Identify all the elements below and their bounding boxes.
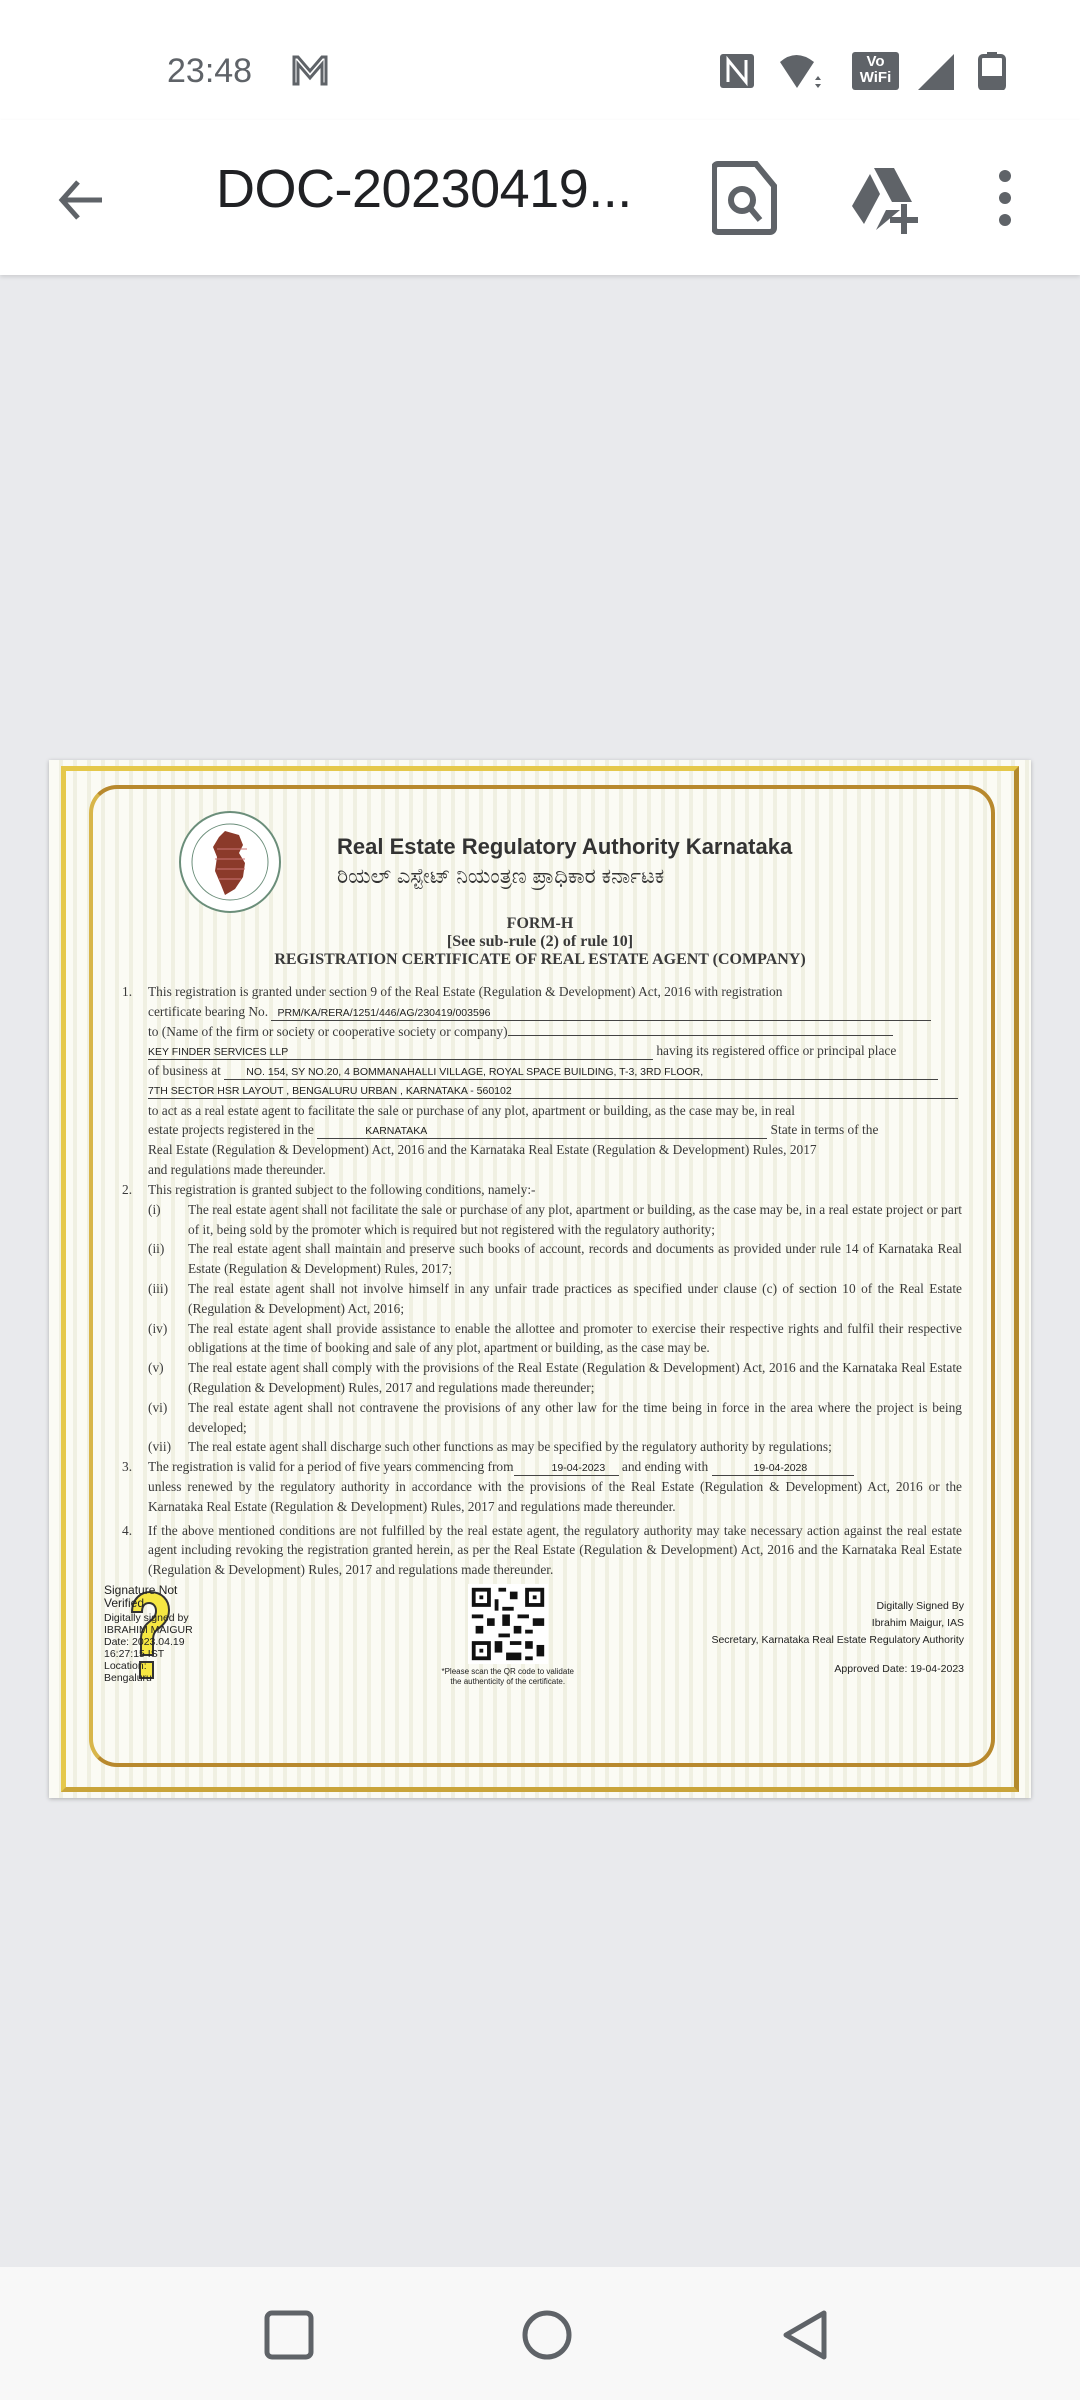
condition-text: The real estate agent shall not contravene the provisions of any other law for the time being in force in the area where the project is being developed; <box>188 1399 962 1435</box>
state: KARNATAKA <box>317 1125 767 1139</box>
address-line-1: NO. 154, SY NO.20, 4 BOMMANAHALLI VILLAGE, ROYAL SPACE BUILDING, T-3, 3RD FLOOR, <box>224 1066 938 1080</box>
app-bar <box>0 120 1080 275</box>
item-number: 3. <box>122 1459 133 1475</box>
signer-name: Ibrahim Maigur, IAS <box>871 1616 964 1629</box>
signature-line: Digitally signed by <box>104 1611 189 1624</box>
status-time: 23:48 <box>167 52 253 90</box>
condition-text: The real estate agent shall maintain and preserve such books of account, records and documents as provided under rule 14 of Karnataka Real Estate (Regulation & Development) Rules, 2017; <box>188 1241 962 1277</box>
item3-rest: unless renewed by the regulatory authority in accordance with the provisions of the Real Estate (Regulation & Development) Act, 2016 or the Karnataka Real Estate (Regulation & Development) Rules, 2017 and regulations made thereunder. <box>148 1478 962 1514</box>
rera-karnataka-logo <box>177 809 283 915</box>
label: certificate bearing No. <box>148 1004 269 1019</box>
vowifi-icon: Vo WiFi <box>852 52 899 90</box>
condition <box>148 1437 962 1457</box>
qr-block <box>408 1584 608 1687</box>
pdf-page[interactable] <box>49 760 1031 1798</box>
condition <box>148 1200 962 1240</box>
item-3 <box>122 1457 962 1516</box>
address-line-2: 7TH SECTOR HSR LAYOUT , BENGALURU URBAN , KARNATAKA - 560102 <box>148 1085 958 1099</box>
signature-line: 16:27:15 IST <box>104 1647 165 1660</box>
item3-body <box>148 1457 962 1516</box>
org-name: Real Estate Regulatory Authority Karnataka <box>337 834 793 859</box>
condition-text: The real estate agent shall provide assistance to enable the allottee and promoter to exercise their respective rights and fulfil their respective obligations at the time of booking and sale of any plot, apartment or building, as the case may be. <box>188 1320 962 1356</box>
signature-line: Bengaluru <box>104 1671 152 1684</box>
item-2 <box>122 1180 962 1200</box>
label: to (Name of the firm or society or cooperative society or company) <box>148 1024 508 1039</box>
condition-text: The real estate agent shall discharge such other functions as may be specified by the regulatory authority by regulations; <box>188 1439 832 1455</box>
item-4 <box>122 1521 962 1580</box>
item-number: 2. <box>122 1182 133 1197</box>
item4-text: If the above mentioned conditions are not fulfilled by the real estate agent, the regulatory authority may take necessary action against the real estate agent including revoking the registration granted herein, as per the Real Estate (Regulation & Development) Act, 2016 and the Karnataka Real Estate (Regulation & Development) Rules, 2017 and regulations made thereunder. <box>148 1522 962 1578</box>
back-arrow-icon[interactable] <box>52 170 112 230</box>
condition <box>148 1239 962 1279</box>
qr-caption: *Please scan the QR code to validate <box>441 1666 574 1676</box>
condition-text: The real estate agent shall not facilitate the sale or purchase of any plot, apartment or building, as the case may be, in a real estate project or part of it, being sold by the promoter which is required but not registered with the regulatory authority; <box>188 1201 962 1237</box>
condition-label: (ii) <box>148 1241 165 1257</box>
signatures-row <box>104 1584 964 1688</box>
item1-line: to act as a real estate agent to facilitate the sale or purchase of any plot, apartment or building, as the case may be, in real <box>148 1103 795 1118</box>
item1-line: and regulations made thereunder. <box>148 1162 326 1177</box>
condition-label: (iii) <box>148 1280 169 1296</box>
add-to-drive-icon[interactable] <box>850 160 920 236</box>
item1-line <box>148 1080 958 1100</box>
status-bar <box>0 0 1080 120</box>
signature-line: IBRAHIM MAIGUR <box>104 1623 193 1636</box>
condition <box>148 1319 962 1359</box>
item1-line <box>148 1061 938 1081</box>
label: having its registered office or principal place <box>656 1043 897 1058</box>
recents-icon[interactable] <box>259 2305 319 2365</box>
certificate-number: PRM/KA/RERA/1251/446/AG/230419/003596 <box>271 1007 931 1021</box>
document-title: DOC-20230419... <box>216 159 632 219</box>
conditions-list <box>148 1200 962 1457</box>
signature-line: Date: 2023.04.19 <box>104 1635 185 1648</box>
qr-code <box>468 1584 548 1664</box>
item1-line: This registration is granted under section 9 of the Real Estate (Regulation & Development) Act, 2016 with registration <box>148 984 783 999</box>
signature-line: Location: <box>104 1659 147 1672</box>
valid-from-date: 19-04-2023 <box>514 1462 619 1476</box>
item1-line <box>148 1120 878 1140</box>
label: of business at <box>148 1063 221 1078</box>
item1-line <box>148 1002 931 1022</box>
approved-date: Approved Date: 19-04-2023 <box>834 1662 964 1675</box>
condition-label: (v) <box>148 1360 164 1376</box>
item1-line: Real Estate (Regulation & Development) Act, 2016 and the Karnataka Real Estate (Regulation & Development) Rules, 2017 <box>148 1142 817 1157</box>
label: The registration is valid for a period of five years commencing from <box>148 1459 514 1475</box>
item3-line <box>148 1457 962 1477</box>
battery-icon <box>978 52 1006 90</box>
condition <box>148 1279 962 1319</box>
item1-line <box>148 1041 896 1061</box>
gmail-icon <box>290 54 330 86</box>
back-icon[interactable] <box>776 2305 836 2365</box>
more-vert-icon[interactable] <box>990 160 1020 236</box>
condition-label: (i) <box>148 1201 161 1217</box>
firm-name: KEY FINDER SERVICES LLP <box>148 1046 653 1060</box>
find-in-document-icon[interactable] <box>712 160 782 236</box>
valid-until-date: 19-04-2028 <box>712 1462 854 1476</box>
form-subrule: [See sub-rule (2) of rule 10] <box>446 933 634 950</box>
blank-line <box>508 1024 893 1036</box>
condition-label: (iv) <box>148 1320 168 1336</box>
form-name: FORM-H <box>506 915 574 932</box>
item-number: 1. <box>122 984 133 999</box>
item1-line <box>148 1022 893 1042</box>
certificate-body <box>104 1180 964 1688</box>
qr-caption: the authenticity of the certificate. <box>450 1676 566 1686</box>
signature-block[interactable] <box>104 1584 244 1688</box>
signer-title: Secretary, Karnataka Real Estate Regulatory Authority <box>711 1633 964 1646</box>
condition-text: The real estate agent shall comply with the provisions of the Real Estate (Regulation & Development) Act, 2016 and the Karnataka Real Estate (Regulation & Development) Rules, 2017 and regulations made thereunder; <box>188 1360 962 1395</box>
label: State in terms of the <box>770 1122 879 1137</box>
signature-status: Signature Not Verified <box>104 1582 178 1610</box>
condition-text: The real estate agent shall not involve himself in any unfair trade practices as specified under clause (c) of section 10 of the Real Estate (Regulation & Development) Act, 2016; <box>188 1280 962 1316</box>
wifi-icon <box>778 52 824 90</box>
item-number: 4. <box>122 1522 133 1538</box>
item2-intro: This registration is granted subject to the following conditions, namely:- <box>148 1182 536 1197</box>
certificate-heading: REGISTRATION CERTIFICATE OF REAL ESTATE AGENT (COMPANY) <box>274 951 806 968</box>
nfc-icon <box>718 52 756 90</box>
label: and ending with <box>621 1459 709 1475</box>
signal-icon <box>916 52 956 90</box>
home-icon[interactable] <box>517 2305 577 2365</box>
navigation-bar <box>0 2267 1080 2400</box>
condition <box>148 1398 962 1438</box>
signed-by-label: Digitally Signed By <box>876 1599 964 1612</box>
condition-label: (vi) <box>148 1399 168 1415</box>
label: estate projects registered in the <box>148 1122 314 1137</box>
condition-label: (vii) <box>148 1439 172 1455</box>
org-name-kannada: ರಿಯಲ್ ಎಸ್ಟೇಟ್ ನಿಯಂತ್ರಣ ಪ್ರಾಧಿಕಾರ ಕರ್ನಾಟಕ <box>337 865 665 888</box>
condition <box>148 1358 962 1398</box>
signed-by-block <box>711 1584 964 1678</box>
